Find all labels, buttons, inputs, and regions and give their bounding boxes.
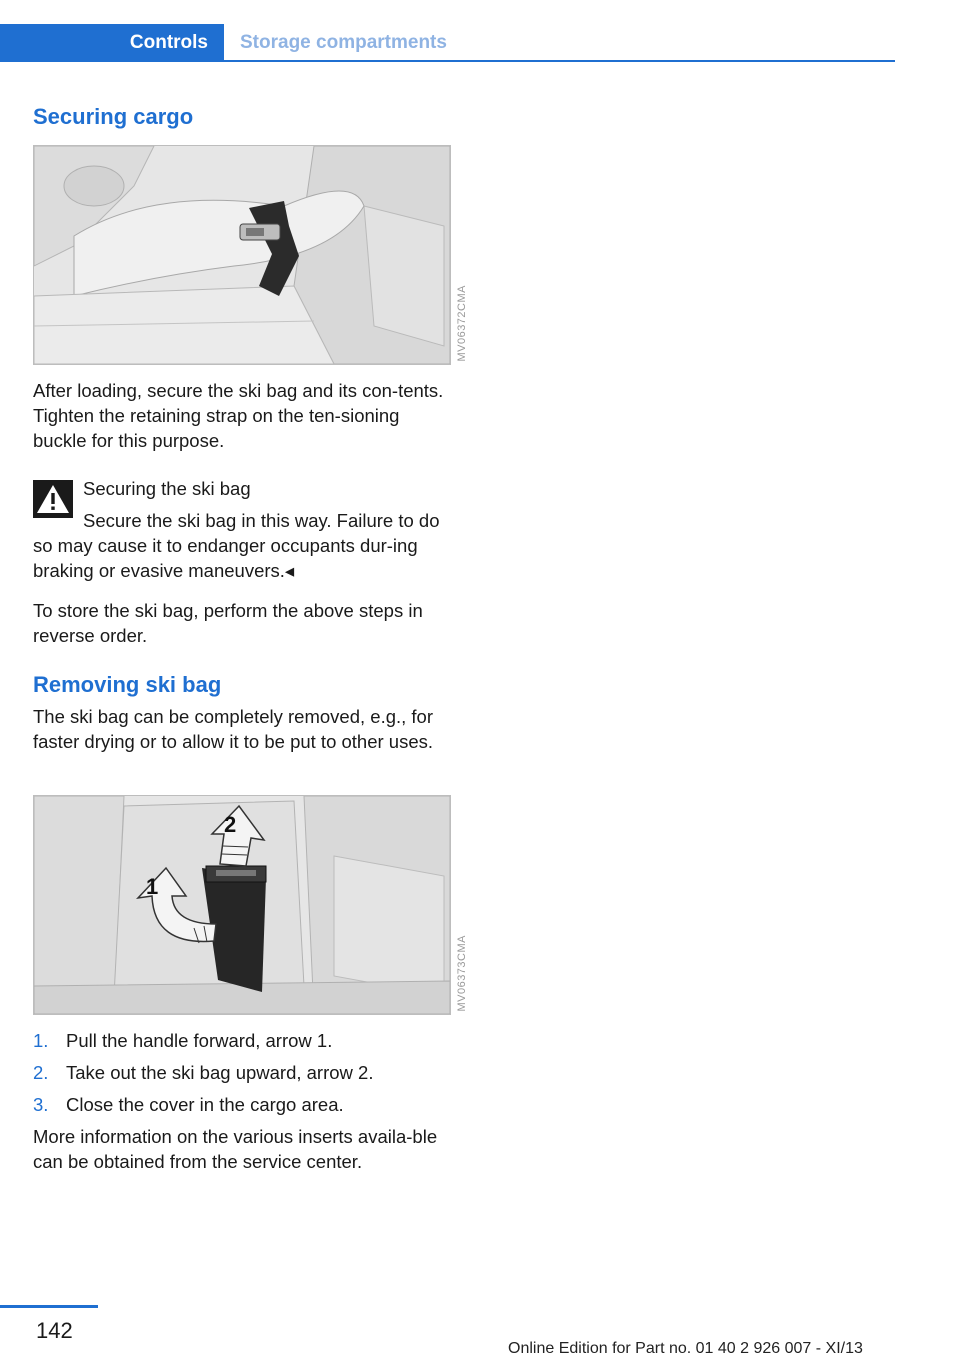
step-number: 3. [33,1094,49,1115]
section-tab[interactable]: Storage compartments [240,32,447,53]
warning-title: Securing the ski bag [83,478,251,499]
steps-list [33,1028,451,1124]
page-header [0,0,895,62]
figure-code-1: MV06372CMA [456,285,468,362]
list-item [33,1028,451,1060]
paragraph-after-loading: After loading, secure the ski bag and its con-tents. Tighten the retaining strap on the ten-sioning buckle for this purpose. [33,380,444,451]
edition-note: Online Edition for Part no. 01 40 2 926 007 - XI/13 [508,1340,863,1357]
paragraph-store-ski-bag: To store the ski bag, perform the above steps in reverse order. [33,600,423,646]
paragraph-more-information: More information on the various inserts availa-ble can be obtained from the service center. [33,1126,438,1172]
step-number: 1. [33,1030,49,1051]
section-title-securing-cargo: Securing cargo [33,104,194,129]
page-number: 142 [36,1318,73,1343]
figure-securing-cargo [33,145,451,365]
header-rule [0,60,895,62]
figure-code-2: MV06373CMA [456,935,468,1012]
figure-removing-ski-bag [33,795,451,1015]
list-item [33,1060,451,1092]
warning-body: Secure the ski bag in this way. Failure to do so may cause it to endanger occupants dur-ing braking or evasive maneuvers.◂ [33,510,440,581]
chapter-tab[interactable]: Controls [0,24,224,62]
illustration-remove-ski-bag [34,796,450,1014]
step-text: Close the cover in the cargo area. [66,1094,344,1115]
illustration-ski-bag-strap [34,146,450,364]
footer-rule [0,1305,98,1308]
arrow-label-2: 2 [224,812,237,837]
section-title-removing-ski-bag: Removing ski bag [33,672,222,697]
step-text: Take out the ski bag upward, arrow 2. [66,1062,374,1083]
step-number: 2. [33,1062,49,1083]
step-text: Pull the handle forward, arrow 1. [66,1030,333,1051]
arrow-label-1: 1 [146,874,159,899]
paragraph-removing-ski-bag: The ski bag can be completely removed, e.g., for faster drying or to allow it to be put to other uses. [33,706,434,752]
list-item [33,1092,451,1124]
